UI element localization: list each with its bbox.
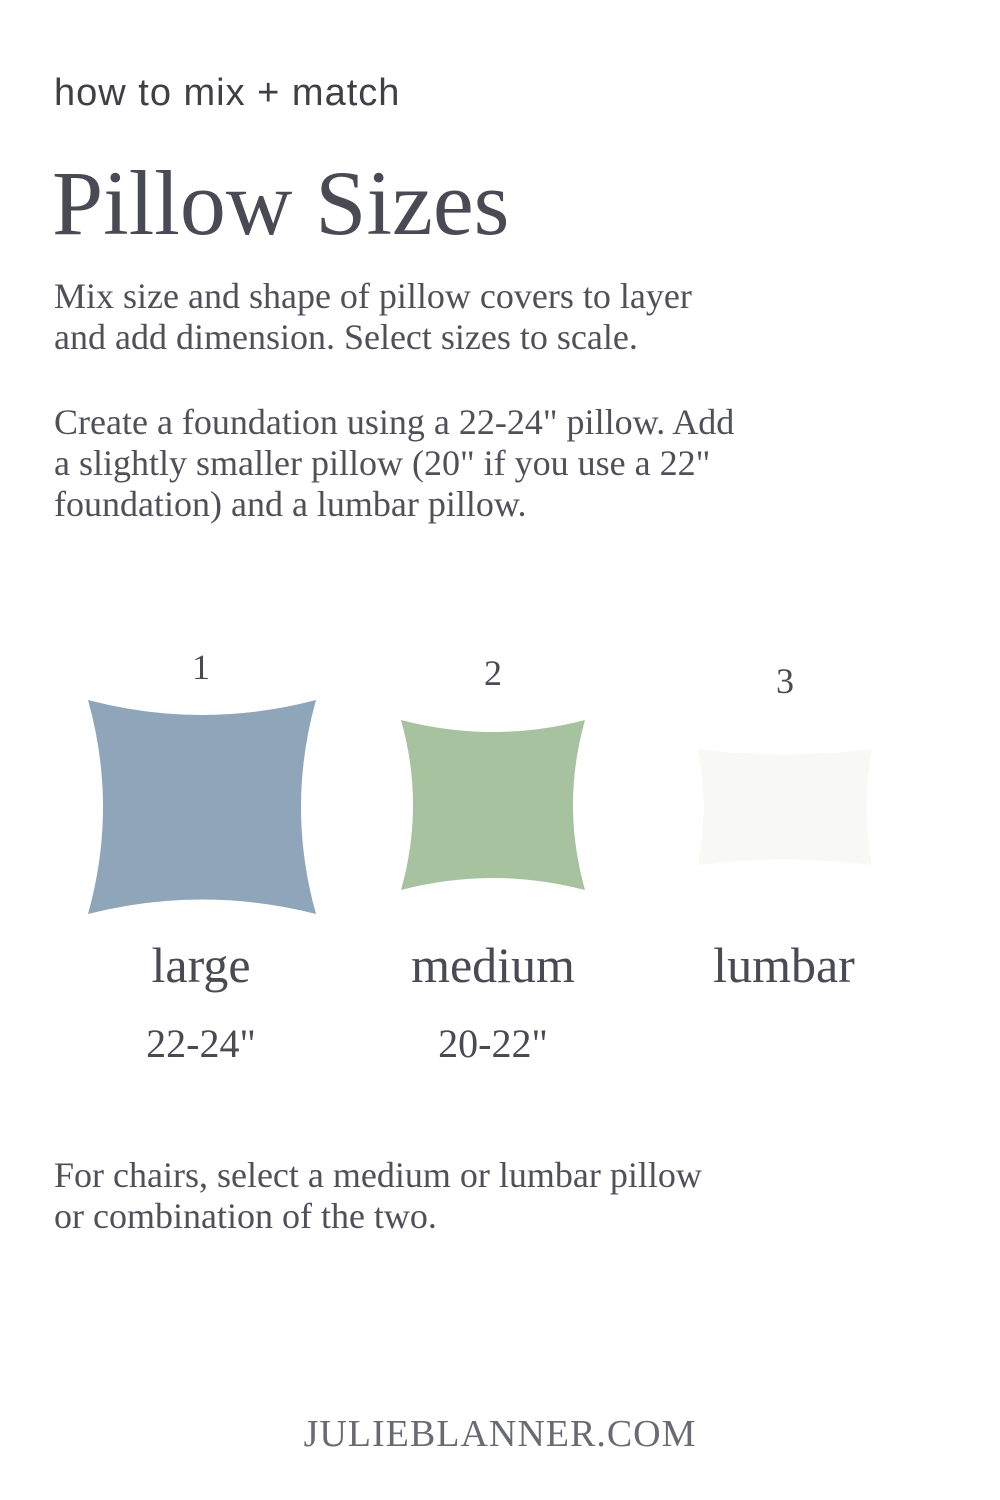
pillow-name: large [151,937,251,993]
lumbar-pillow-shape [693,744,877,870]
medium-pillow-fill [401,720,585,890]
chairs-line: or combination of the two. [54,1196,437,1236]
pillow-number: 1 [192,647,210,687]
page-title: Pillow Sizes [52,152,510,254]
chairs-line: For chairs, select a medium or lumbar pillow [54,1155,702,1195]
pillow-name: lumbar [713,937,855,993]
foundation-line: foundation) and a lumbar pillow. [54,484,527,524]
pillow-name: medium [411,937,575,993]
pillow-number: 3 [776,661,794,701]
chairs-paragraph [54,1155,934,1237]
intro-line: Mix size and shape of pillow covers to layer [54,276,692,316]
pillow-number: 2 [484,653,502,693]
eyebrow-text: how to mix + match [54,72,401,114]
intro-paragraph [54,276,934,358]
pillow-size: 20-22" [438,1021,548,1066]
pillow-size: 22-24" [146,1021,256,1066]
large-pillow-shape [80,695,324,920]
large-pillow-fill [88,700,316,914]
foundation-line: Create a foundation using a 22-24" pillow. Add [54,402,735,442]
lumbar-pillow-fill [698,749,872,865]
site-url: JULIEBLANNER.COM [303,1413,697,1455]
intro-line: and add dimension. Select sizes to scale. [54,317,638,357]
foundation-paragraph [54,402,934,525]
medium-pillow-shape [396,714,590,896]
foundation-line: a slightly smaller pillow (20" if you use a 22" [54,443,711,483]
